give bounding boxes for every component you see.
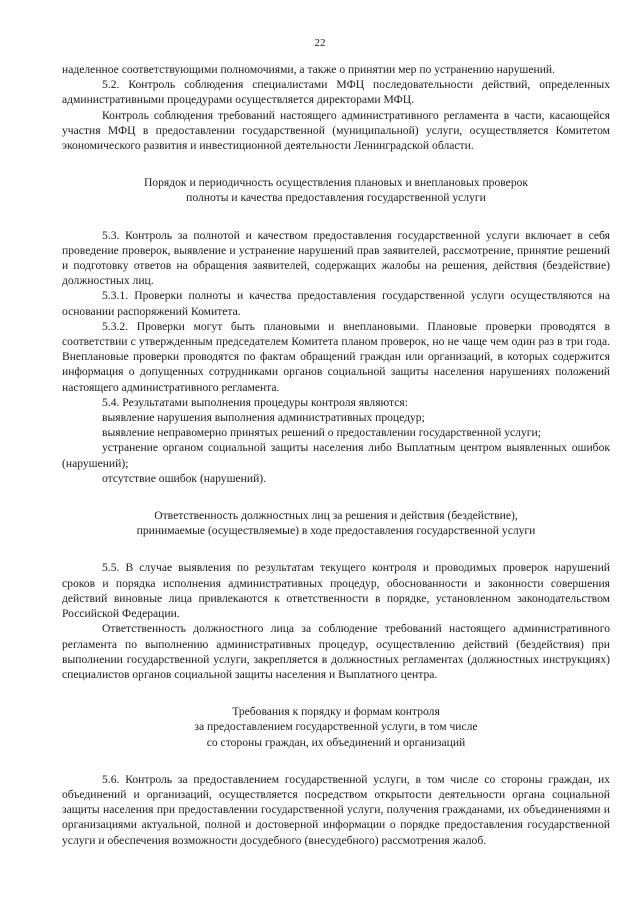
paragraph: 5.3. Контроль за полнотой и качеством предоставления государственной услуги включает в себя проведение проверок, выявление и устранение нарушений прав заявителей, рассмотрение, принятие решений и подготовку ответов на обращения заявителей, содержащих жалобы на решения, действия (бездействие) должностных лиц. <box>62 228 610 288</box>
list-item: отсутствие ошибок (нарушений). <box>102 471 267 485</box>
list-item: выявление нарушения выполнения административных процедур; <box>102 411 425 425</box>
paragraph: 5.3.2. Проверки могут быть плановыми и внеплановыми. Плановые проверки проводятся в соответствии с утвержденным председателем Комитета планом проверок, но не чаще чем один раз в три года. Внеплановые проверки проводятся по фактам обращений граждан или организаций, в которых содержится информация о допущенных сотрудниками органов социальной защиты населения нарушениях положений настоящего административного регламента. <box>62 319 610 394</box>
section-heading <box>62 704 610 750</box>
heading-line: полноты и качества предоставления государственной услуги <box>186 191 486 205</box>
paragraph: 5.4. Результатами выполнения процедуры контроля являются: <box>102 395 408 409</box>
list-item: выявление неправомерно принятых решений о предоставлении государственной услуги; <box>102 426 541 440</box>
paragraph: 5.5. В случае выявления по результатам текущего контроля и проводимых проверок нарушений сроков и порядка исполнения административных процедур, обоснованности и законности совершения действий виновные лица привлекаются к ответственности в порядке, установленном законодательством Российской Федерации. <box>62 561 610 621</box>
section-heading <box>62 175 610 205</box>
heading-line: принимаемые (осуществляемые) в ходе предоставления государственной услуги <box>136 524 536 538</box>
paragraph: 5.2. Контроль соблюдения специалистами МФЦ последовательности действий, определенных административными процедурами осуществляется директорами МФЦ. <box>62 78 610 107</box>
document-body <box>62 62 610 848</box>
paragraph: 5.3.1. Проверки полноты и качества предоставления государственной услуги осуществляются на основании распоряжений Комитета. <box>62 289 610 318</box>
page-number: 22 <box>314 37 326 49</box>
paragraph: 5.6. Контроль за предоставлением государственной услуги, в том числе со стороны граждан, их объединений и организаций, осуществляется посредством открытости деятельности органа социальной защиты населения при предоставлении государственной услуги, получения гражданами, их объединениями и организациями актуальной, полной и достоверной информации о порядке предоставления государственной услуги и обеспечения возможности досудебного (внесудебного) рассмотрения жалоб. <box>62 772 610 847</box>
paragraph: Контроль соблюдения требований настоящего административного регламента в части, касающейся участия МФЦ в предоставлении государственной (муниципальной) услуги, осуществляется Комитетом экономического развития и инвестиционной деятельности Ленинградской области. <box>62 108 610 153</box>
section-heading <box>62 508 610 538</box>
paragraph: наделенное соответствующими полномочиями, а также о принятии мер по устранению нарушений. <box>62 63 556 76</box>
heading-line: Порядок и периодичность осуществления плановых и внеплановых проверок <box>143 176 529 190</box>
list-item: устранение органом социальной защиты населения либо Выплатным центром выявленных ошибок (нарушений); <box>62 441 610 470</box>
heading-line: Требования к порядку и формам контроля <box>232 705 440 719</box>
paragraph: Ответственность должностного лица за соблюдение требований настоящего административного регламента по выполнению административных процедур, осуществлению действий (бездействия) при выполнении государственной услуги, закрепляется в должностных регламентах (должностных инструкциях) специалистов органов социальной защиты населения и Выплатного центра. <box>62 622 610 681</box>
heading-line: Ответственность должностных лиц за решения и действия (бездействие), <box>154 509 518 523</box>
heading-line: за предоставлением государственной услуги, в том числе <box>194 720 478 734</box>
heading-line: со стороны граждан, их объединений и организаций <box>206 735 466 749</box>
